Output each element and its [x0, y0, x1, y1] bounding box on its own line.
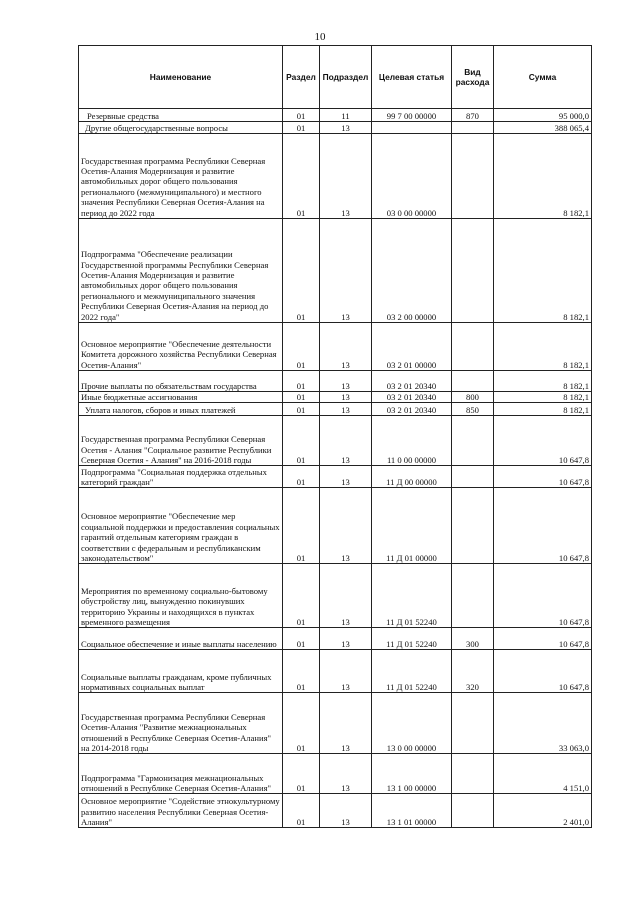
row-section: 01 [283, 564, 320, 628]
row-type [452, 754, 494, 794]
table-row [79, 628, 592, 650]
row-target: 99 7 00 00000 [372, 109, 452, 122]
row-sum: 10 647,8 [494, 466, 592, 488]
row-type [452, 323, 494, 371]
row-section: 01 [283, 794, 320, 828]
row-type [452, 794, 494, 828]
row-section: 01 [283, 323, 320, 371]
row-section: 01 [283, 371, 320, 392]
header-row [79, 46, 592, 109]
row-name: Государственная программа Республики Северная Осетия-Алания Модернизация и развитие автомобильных дорог общего пользования регионального (межмуниципального) и местного значения Республики Северная Осетия-Алания на период до 2022 года [79, 134, 283, 219]
row-subsection: 13 [320, 754, 372, 794]
row-type: 300 [452, 628, 494, 650]
row-subsection: 13 [320, 693, 372, 754]
row-section: 01 [283, 392, 320, 403]
row-sum: 2 401,0 [494, 794, 592, 828]
row-section: 01 [283, 754, 320, 794]
row-type [452, 219, 494, 323]
row-sum: 8 182,1 [494, 134, 592, 219]
row-section: 01 [283, 109, 320, 122]
row-section: 01 [283, 488, 320, 564]
row-name: Другие общегосударственные вопросы [79, 122, 283, 134]
row-name: Резервные средства [79, 109, 283, 122]
row-target [372, 122, 452, 134]
header-subsection: Подраздел [320, 46, 372, 109]
row-name: Основное мероприятие "Обеспечение деятельности Комитета дорожного хозяйства Республики Северная Осетия-Алания" [79, 323, 283, 371]
header-section: Раздел [283, 46, 320, 109]
row-sum: 388 065,4 [494, 122, 592, 134]
row-sum: 10 647,8 [494, 416, 592, 466]
row-name: Прочие выплаты по обязательствам государства [79, 371, 283, 392]
row-type: 320 [452, 650, 494, 693]
row-target: 03 2 01 20340 [372, 403, 452, 416]
row-sum: 33 063,0 [494, 693, 592, 754]
row-subsection: 13 [320, 416, 372, 466]
table-row [79, 134, 592, 219]
table-row [79, 416, 592, 466]
row-name: Государственная программа Республики Северная Осетия-Алания "Развитие межнациональных отношений в Республике Северная Осетия-Алания" на 2014-2018 годы [79, 693, 283, 754]
row-subsection: 13 [320, 134, 372, 219]
row-name: Социальное обеспечение и иные выплаты населению [79, 628, 283, 650]
row-subsection: 13 [320, 122, 372, 134]
row-name: Мероприятия по временному социально-бытовому обустройству лиц, вынужденно покинувших территорию Украины и находящихся в пунктах временного размещения [79, 564, 283, 628]
row-target: 11 Д 01 52240 [372, 564, 452, 628]
header-name: Наименование [79, 46, 283, 109]
row-target: 13 0 00 00000 [372, 693, 452, 754]
row-target: 03 2 01 20340 [372, 371, 452, 392]
row-type: 850 [452, 403, 494, 416]
row-sum: 10 647,8 [494, 564, 592, 628]
row-target: 03 0 00 00000 [372, 134, 452, 219]
row-subsection: 13 [320, 219, 372, 323]
row-sum: 10 647,8 [494, 628, 592, 650]
row-subsection: 13 [320, 323, 372, 371]
row-section: 01 [283, 416, 320, 466]
row-type [452, 488, 494, 564]
row-subsection: 11 [320, 109, 372, 122]
row-sum: 8 182,1 [494, 219, 592, 323]
page-number: 10 [314, 31, 326, 43]
row-section: 01 [283, 650, 320, 693]
table-row [79, 564, 592, 628]
row-type [452, 371, 494, 392]
table-row [79, 392, 592, 403]
row-target: 11 Д 00 00000 [372, 466, 452, 488]
header-type: Вид расхода [452, 46, 494, 109]
row-subsection: 13 [320, 794, 372, 828]
row-target: 13 1 01 00000 [372, 794, 452, 828]
row-name: Подпрограмма "Социальная поддержка отдельных категорий граждан" [79, 466, 283, 488]
row-subsection: 13 [320, 466, 372, 488]
row-sum: 8 182,1 [494, 403, 592, 416]
row-section: 01 [283, 466, 320, 488]
row-target: 11 Д 01 52240 [372, 628, 452, 650]
row-target: 11 0 00 00000 [372, 416, 452, 466]
row-name: Государственная программа Республики Северная Осетия - Алания "Социальное развитие Республики Северная Осетия - Алания" на 2016-2018 годы [79, 416, 283, 466]
row-name: Основное мероприятие "Содействие этнокультурному развитию населения Республики Северная Осетия-Алания" [79, 794, 283, 828]
table-row [79, 371, 592, 392]
row-type: 800 [452, 392, 494, 403]
row-sum: 4 151,0 [494, 754, 592, 794]
table-row [79, 693, 592, 754]
row-name: Социальные выплаты гражданам, кроме публичных нормативных социальных выплат [79, 650, 283, 693]
table-row [79, 754, 592, 794]
budget-table [78, 45, 592, 828]
row-subsection: 13 [320, 564, 372, 628]
table-row [79, 794, 592, 828]
table-row [79, 650, 592, 693]
table-row [79, 109, 592, 122]
row-subsection: 13 [320, 371, 372, 392]
row-name: Иные бюджетные ассигнования [79, 392, 283, 403]
row-sum: 8 182,1 [494, 323, 592, 371]
table-row [79, 403, 592, 416]
row-target: 13 1 00 00000 [372, 754, 452, 794]
row-section: 01 [283, 693, 320, 754]
row-name: Уплата налогов, сборов и иных платежей [79, 403, 283, 416]
row-subsection: 13 [320, 403, 372, 416]
row-subsection: 13 [320, 650, 372, 693]
row-section: 01 [283, 403, 320, 416]
row-sum: 8 182,1 [494, 371, 592, 392]
row-sum: 10 647,8 [494, 650, 592, 693]
table-row [79, 323, 592, 371]
row-name: Подпрограмма "Гармонизация межнациональных отношений в Республике Северная Осетия-Алания" [79, 754, 283, 794]
table-row [79, 488, 592, 564]
row-type [452, 466, 494, 488]
row-section: 01 [283, 134, 320, 219]
header-sum: Сумма [494, 46, 592, 109]
row-type [452, 122, 494, 134]
row-type [452, 134, 494, 219]
table-row [79, 466, 592, 488]
row-type [452, 693, 494, 754]
row-sum: 8 182,1 [494, 392, 592, 403]
table-row [79, 219, 592, 323]
row-type: 870 [452, 109, 494, 122]
row-sum: 95 000,0 [494, 109, 592, 122]
row-target: 03 2 01 00000 [372, 323, 452, 371]
row-target: 03 2 01 20340 [372, 392, 452, 403]
row-section: 01 [283, 628, 320, 650]
row-type [452, 416, 494, 466]
header-target: Целевая статья [372, 46, 452, 109]
row-type [452, 564, 494, 628]
row-subsection: 13 [320, 628, 372, 650]
row-target: 03 2 00 00000 [372, 219, 452, 323]
row-subsection: 13 [320, 392, 372, 403]
row-section: 01 [283, 219, 320, 323]
row-target: 11 Д 01 00000 [372, 488, 452, 564]
row-name: Основное мероприятие "Обеспечение мер социальной поддержки и предоставления социальных гарантий отдельным категориям граждан в соответствии с федеральным и республиканским законодательством" [79, 488, 283, 564]
row-section: 01 [283, 122, 320, 134]
row-target: 11 Д 01 52240 [372, 650, 452, 693]
row-subsection: 13 [320, 488, 372, 564]
table-row [79, 122, 592, 134]
row-name: Подпрограмма "Обеспечение реализации Государственной программы Республики Северная Осетия-Алания Модернизация и развитие автомобильных дорог общего пользования регионального и межмуниципального значения Республики Северная Осетия-Алания на период до 2022 года" [79, 219, 283, 323]
row-sum: 10 647,8 [494, 488, 592, 564]
